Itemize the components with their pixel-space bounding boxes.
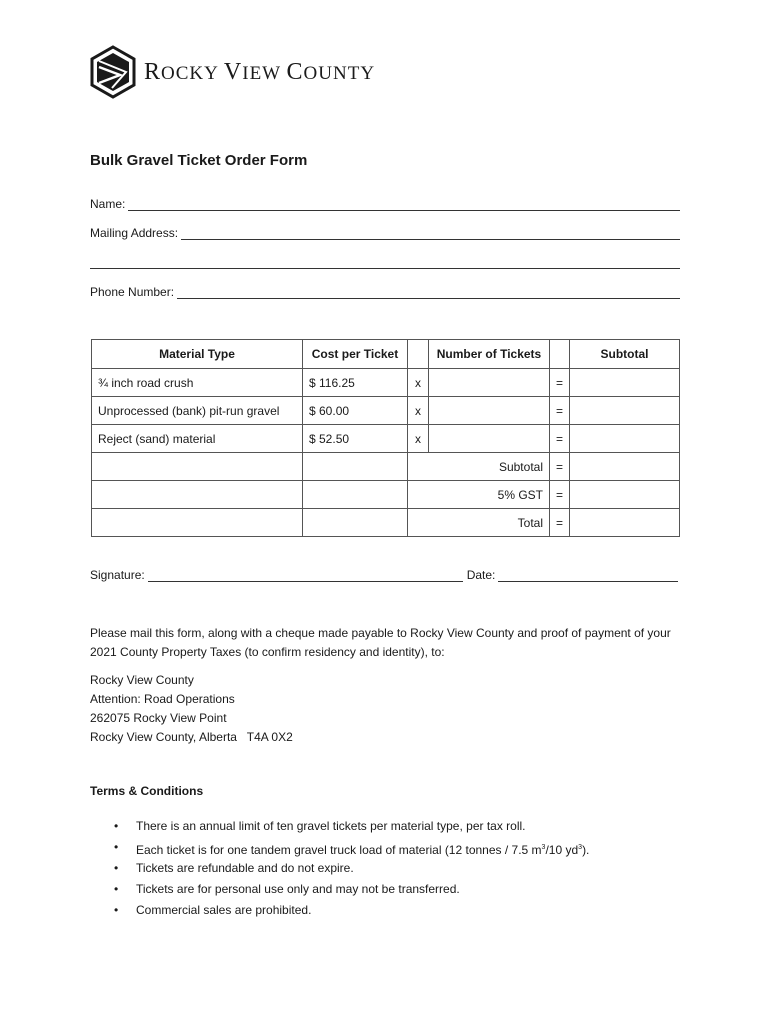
gst-input[interactable] bbox=[570, 481, 680, 509]
mailing-address-line-2[interactable] bbox=[90, 253, 680, 269]
empty-cell bbox=[92, 481, 303, 509]
phone-field[interactable] bbox=[90, 283, 680, 299]
mailing-address-block bbox=[90, 671, 293, 747]
date-blank[interactable] bbox=[498, 569, 678, 582]
terms-heading: Terms & Conditions bbox=[90, 784, 204, 798]
equals-cell: = bbox=[550, 453, 570, 481]
material-cell: ¾ inch road crush bbox=[92, 369, 303, 397]
gst-label: 5% GST bbox=[408, 481, 550, 509]
signature-blank[interactable] bbox=[148, 569, 463, 582]
mailing-address-field[interactable] bbox=[90, 224, 680, 240]
quantity-input[interactable] bbox=[429, 425, 550, 453]
table-row bbox=[92, 425, 680, 453]
times-cell: x bbox=[408, 369, 429, 397]
address-line: 262075 Rocky View Point bbox=[90, 711, 227, 725]
table-header-row bbox=[92, 340, 680, 369]
bullet-icon: • bbox=[114, 903, 119, 917]
term-text: There is an annual limit of ten gravel tickets per material type, per tax roll. bbox=[136, 819, 526, 833]
signature-label: Signature: bbox=[90, 568, 145, 582]
empty-cell bbox=[303, 509, 408, 537]
county-logo-icon bbox=[90, 45, 136, 99]
term-text: Commercial sales are prohibited. bbox=[136, 903, 312, 917]
header-spacer bbox=[408, 340, 429, 369]
county-name: ROCKY VIEW COUNTY bbox=[144, 58, 376, 85]
table-row bbox=[92, 397, 680, 425]
totals-row bbox=[92, 453, 680, 481]
term-text: Tickets are refundable and do not expire. bbox=[136, 861, 354, 875]
list-item bbox=[90, 900, 589, 921]
subtotal-input[interactable] bbox=[570, 425, 680, 453]
header-material-type: Material Type bbox=[92, 340, 303, 369]
header-number: Number of Tickets bbox=[429, 340, 550, 369]
subtotal-total-input[interactable] bbox=[570, 453, 680, 481]
order-table bbox=[91, 339, 680, 537]
totals-row bbox=[92, 509, 680, 537]
terms-list bbox=[90, 816, 589, 921]
signature-row bbox=[90, 566, 678, 582]
address-line: Rocky View County, Alberta T4A 0X2 bbox=[90, 730, 293, 744]
list-item bbox=[90, 816, 589, 837]
equals-cell: = bbox=[550, 509, 570, 537]
list-item bbox=[90, 858, 589, 879]
total-input[interactable] bbox=[570, 509, 680, 537]
equals-cell: = bbox=[550, 397, 570, 425]
list-item bbox=[90, 837, 589, 858]
name-label: Name: bbox=[90, 197, 126, 211]
date-label: Date: bbox=[466, 568, 496, 582]
empty-cell bbox=[92, 453, 303, 481]
empty-cell bbox=[303, 453, 408, 481]
times-cell: x bbox=[408, 397, 429, 425]
material-cell: Reject (sand) material bbox=[92, 425, 303, 453]
mailing-address-blank[interactable] bbox=[181, 227, 680, 240]
phone-blank[interactable] bbox=[177, 286, 680, 299]
county-logo bbox=[90, 45, 375, 99]
empty-cell bbox=[303, 481, 408, 509]
material-cell: Unprocessed (bank) pit-run gravel bbox=[92, 397, 303, 425]
equals-cell: = bbox=[550, 369, 570, 397]
cost-cell: $ 116.25 bbox=[303, 369, 408, 397]
quantity-input[interactable] bbox=[429, 369, 550, 397]
cost-cell: $ 52.50 bbox=[303, 425, 408, 453]
term-text: Tickets are for personal use only and may not be transferred. bbox=[136, 882, 460, 896]
bullet-icon: • bbox=[114, 840, 119, 854]
header-subtotal: Subtotal bbox=[570, 340, 680, 369]
term-text: Each ticket is for one tandem gravel truck load of material (12 tonnes / 7.5 $m^3/10$ $yd^3$). bbox=[136, 843, 590, 857]
form-title: Bulk Gravel Ticket Order Form bbox=[90, 152, 308, 169]
times-cell: x bbox=[408, 425, 429, 453]
totals-row bbox=[92, 481, 680, 509]
header-cost: Cost per Ticket bbox=[303, 340, 408, 369]
subtotal-label: Subtotal bbox=[408, 453, 550, 481]
header-spacer bbox=[550, 340, 570, 369]
bullet-icon: • bbox=[114, 861, 119, 875]
empty-cell bbox=[92, 509, 303, 537]
mailing-instructions: Please mail this form, along with a cheque made payable to Rocky View County and proof of payment of your 2021 County Property Taxes (to confirm residency and identity), to: bbox=[90, 626, 671, 659]
list-item bbox=[90, 879, 589, 900]
mailing-address-blank-2[interactable] bbox=[90, 256, 680, 269]
bullet-icon: • bbox=[114, 882, 119, 896]
name-blank[interactable] bbox=[128, 198, 680, 211]
subtotal-input[interactable] bbox=[570, 397, 680, 425]
address-line: Rocky View County bbox=[90, 673, 194, 687]
name-field[interactable] bbox=[90, 195, 680, 211]
table-row bbox=[92, 369, 680, 397]
quantity-input[interactable] bbox=[429, 397, 550, 425]
phone-label: Phone Number: bbox=[90, 285, 175, 299]
cost-cell: $ 60.00 bbox=[303, 397, 408, 425]
mailing-address-label: Mailing Address: bbox=[90, 226, 179, 240]
equals-cell: = bbox=[550, 425, 570, 453]
bullet-icon: • bbox=[114, 819, 119, 833]
subtotal-input[interactable] bbox=[570, 369, 680, 397]
equals-cell: = bbox=[550, 481, 570, 509]
total-label: Total bbox=[408, 509, 550, 537]
address-line: Attention: Road Operations bbox=[90, 692, 235, 706]
